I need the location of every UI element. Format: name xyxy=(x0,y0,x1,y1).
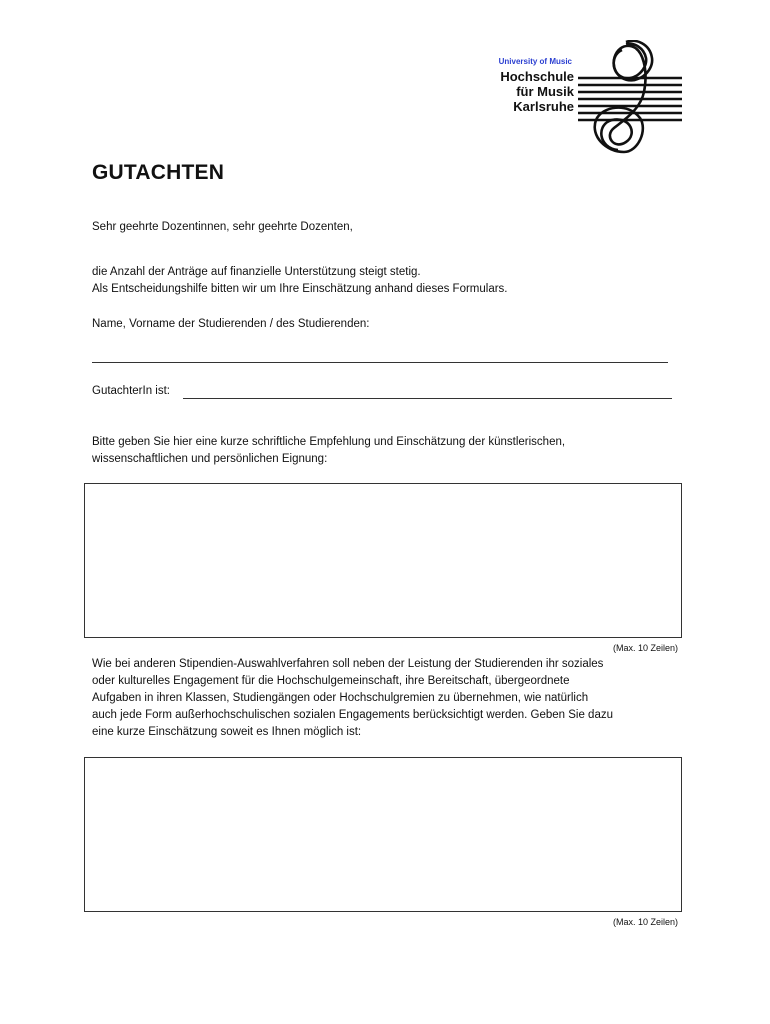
section1-line-2: wissenschaftlichen und persönlichen Eignung: xyxy=(92,453,328,465)
reviewer-label: GutachterIn ist: xyxy=(92,385,170,397)
reviewer-field[interactable] xyxy=(183,398,672,399)
section2-line-2: oder kulturelles Engagement für die Hochschulgemeinschaft, ihre Bereitschaft, übergeordnete xyxy=(92,675,570,687)
intro-line-2: Als Entscheidungshilfe bitten wir um Ihre Einschätzung anhand dieses Formulars. xyxy=(92,283,508,295)
recommendation-textbox[interactable] xyxy=(84,483,682,638)
section2-instructions xyxy=(92,656,613,741)
section2-line-1: Wie bei anderen Stipendien-Auswahlverfahren soll neben der Leistung der Studierenden ihr soziales xyxy=(92,658,604,670)
treble-clef-staff-icon xyxy=(578,40,684,158)
section2-line-3: Aufgaben in ihren Klassen, Studiengängen oder Hochschulgremien zu übernehmen, wie natürlich xyxy=(92,692,589,704)
section2-line-5: eine kurze Einschätzung soweit es Ihnen möglich ist: xyxy=(92,726,362,738)
section1-line-1: Bitte geben Sie hier eine kurze schriftliche Empfehlung und Einschätzung der künstlerischen, xyxy=(92,436,566,448)
student-name-label: Name, Vorname der Studierenden / des Studierenden: xyxy=(92,318,370,330)
engagement-textbox[interactable] xyxy=(84,757,682,912)
logo-university: University of Music xyxy=(498,57,572,66)
logo-line-3: Karlsruhe xyxy=(513,99,574,114)
section2-line-4: auch jede Form außerhochschulischen sozialen Engagements berücksichtigt werden. Geben Sie dazu xyxy=(92,709,613,721)
section2-limit-note: (Max. 10 Zeilen) xyxy=(612,917,678,927)
logo-line-1: Hochschule xyxy=(500,69,574,84)
student-name-field[interactable] xyxy=(92,362,668,363)
section1-limit-note: (Max. 10 Zeilen) xyxy=(612,643,678,653)
intro-line-1: die Anzahl der Anträge auf finanzielle Unterstützung steigt stetig. xyxy=(92,266,421,278)
document-title: GUTACHTEN xyxy=(92,161,225,184)
logo-line-2: für Musik xyxy=(516,84,574,99)
intro-text xyxy=(92,264,508,298)
salutation: Sehr geehrte Dozentinnen, sehr geehrte Dozenten, xyxy=(92,221,353,233)
section1-instructions xyxy=(92,434,565,468)
hfm-logo xyxy=(470,40,690,160)
logo-name xyxy=(470,69,574,114)
